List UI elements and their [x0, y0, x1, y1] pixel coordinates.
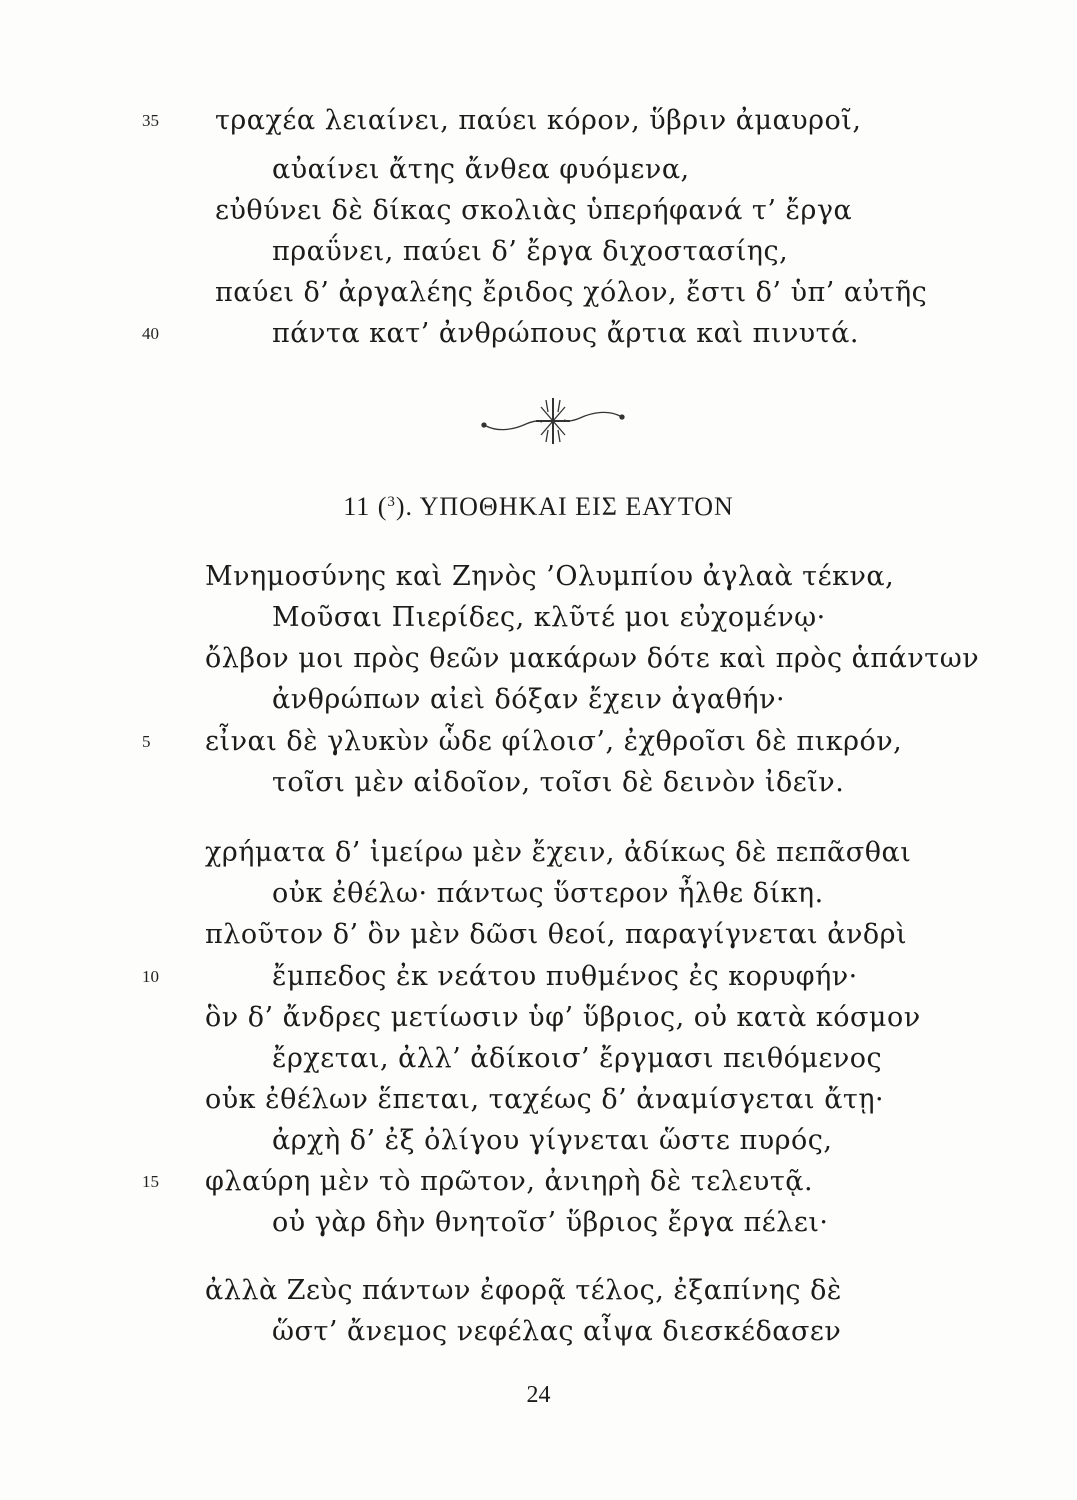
verse-line: ὃν δ’ ἄνδρες μετίωσιν ὑφ’ ὕβριος, οὐ κατὰ κόσμον	[205, 1002, 921, 1033]
verse-line: οὐκ ἐθέλων ἕπεται, ταχέως δ’ ἀναμίσγεται ἄτῃ·	[205, 1084, 885, 1115]
line-number: 35	[142, 111, 159, 130]
verse-line: οὐ γὰρ δὴν θνητοῖσ’ ὕβριος ἔργα πέλει·	[272, 1207, 829, 1238]
verse-line: οὐκ ἐθέλω· πάντως ὕστερον ἦλθε δίκη.	[272, 878, 824, 909]
verse-line: τοῖσι μὲν αἰδοῖον, τοῖσι δὲ δεινὸν ἰδεῖν.	[272, 767, 845, 798]
verse-line: πάντα κατ’ ἀνθρώπους ἄρτια καὶ πινυτά.	[272, 318, 859, 349]
verse-line: Μνημοσύνης καὶ Ζηνὸς ’Ολυμπίου ἀγλαὰ τέκνα,	[205, 561, 895, 592]
poem-heading	[0, 492, 1077, 522]
floral-star-ornament-icon	[478, 392, 628, 450]
heading-number: 11 (	[343, 492, 388, 521]
line-number: 5	[142, 732, 151, 751]
verse-line: αὐαίνει ἄτης ἄνθεα φυόμενα,	[272, 154, 690, 185]
verse-line: ἔμπεδος ἐκ νεάτου πυθμένος ἐς κορυφήν·	[272, 961, 858, 992]
verse-line: ὥστ’ ἄνεμος νεφέλας αἶψα διεσκέδασεν	[272, 1316, 842, 1347]
verse-line: ἔρχεται, ἀλλ’ ἀδίκοισ’ ἔργμασι πειθόμενος	[272, 1043, 883, 1074]
line-number: 15	[142, 1172, 159, 1191]
verse-line: φλαύρη μὲν τὸ πρῶτον, ἀνιηρὴ δὲ τελευτᾷ.	[205, 1166, 814, 1197]
verse-line: τραχέα λειαίνει, παύει κόρον, ὕβριν ἀμαυροῖ,	[215, 105, 862, 136]
verse-line: ἀρχὴ δ’ ἐξ ὀλίγου γίγνεται ὥστε πυρός,	[272, 1125, 833, 1156]
verse-line: εὐθύνει δὲ δίκας σκολιὰς ὑπερήφανά τ’ ἔργα	[215, 195, 853, 226]
verse-line: εἶναι δὲ γλυκὺν ὧδε φίλοισ’, ἐχθροῖσι δὲ πικρόν,	[205, 726, 903, 757]
verse-line: Μοῦσαι Πιερίδες, κλῦτέ μοι εὐχομένῳ·	[272, 602, 826, 633]
heading-title: ). ΥΠΟΘΗΚΑΙ ΕΙΣ ΕΑΥΤΟΝ	[395, 492, 734, 521]
verse-line: ὄλβον μοι πρὸς θεῶν μακάρων δότε καὶ πρὸς ἁπάντων	[205, 643, 980, 674]
verse-line: πραΰνει, παύει δ’ ἔργα διχοστασίης,	[272, 236, 789, 267]
verse-line: πλοῦτον δ’ ὃν μὲν δῶσι θεοί, παραγίγνεται ἀνδρὶ	[205, 919, 908, 950]
verse-line: ἀλλὰ Ζεὺς πάντων ἐφορᾷ τέλος, ἐξαπίνης δὲ	[205, 1275, 842, 1306]
page-number: 24	[526, 1382, 551, 1408]
line-number: 10	[142, 967, 159, 986]
line-number: 40	[142, 324, 159, 343]
verse-line: παύει δ’ ἀργαλέης ἔριδος χόλον, ἔστι δ’ ὑπ’ αὐτῆς	[215, 277, 928, 308]
heading-footnote-marker: 3	[387, 494, 396, 510]
verse-line: ἀνθρώπων αἰεὶ δόξαν ἔχειν ἀγαθήν·	[272, 684, 786, 715]
verse-line: χρήματα δ’ ἱμείρω μὲν ἔχειν, ἀδίκως δὲ πεπᾶσθαι	[205, 837, 912, 868]
